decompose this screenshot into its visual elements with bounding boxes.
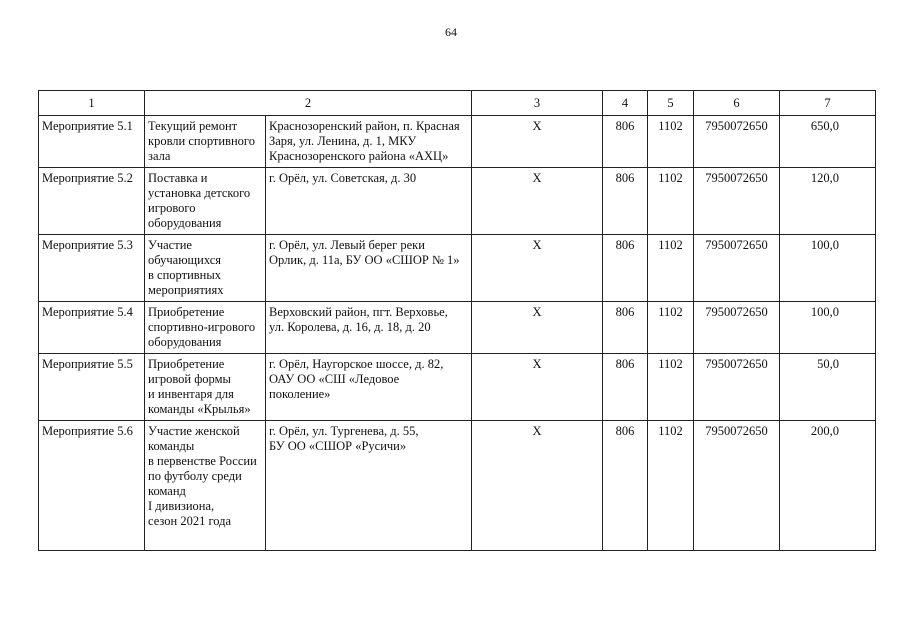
event-name-cell: Приобретение спортивно-игрового оборудования <box>145 302 266 354</box>
event-name-cell: Приобретение игровой формы и инвентаря для команды «Крылья» <box>145 354 266 421</box>
event-name-cell: Участие женской команды в первенстве России по футболу среди команд I дивизиона, сезон 2021 года <box>145 421 266 551</box>
address-cell: г. Орёл, ул. Тургенева, д. 55, БУ ОО «СШОР «Русичи» <box>266 421 472 551</box>
col5-cell: 1102 <box>648 302 694 354</box>
col6-cell: 7950072650 <box>694 421 780 551</box>
col6-cell: 7950072650 <box>694 168 780 235</box>
column-header-3: 3 <box>472 91 603 116</box>
col4-cell: 806 <box>603 116 648 168</box>
amount-cell: 50,0 <box>780 354 876 421</box>
col6-cell: 7950072650 <box>694 116 780 168</box>
col3-cell: Х <box>472 116 603 168</box>
table-row <box>39 235 876 302</box>
column-header-6: 6 <box>694 91 780 116</box>
column-header-1: 1 <box>39 91 145 116</box>
table-row <box>39 354 876 421</box>
event-cell: Мероприятие 5.5 <box>39 354 145 421</box>
page-number: 64 <box>445 25 457 39</box>
col6-cell: 7950072650 <box>694 302 780 354</box>
col4-cell: 806 <box>603 302 648 354</box>
event-name-cell: Поставка и установка детского игрового оборудования <box>145 168 266 235</box>
col3-cell: Х <box>472 354 603 421</box>
address-cell: г. Орёл, ул. Левый берег реки Орлик, д. 11а, БУ ОО «СШОР № 1» <box>266 235 472 302</box>
col6-cell: 7950072650 <box>694 235 780 302</box>
col5-cell: 1102 <box>648 354 694 421</box>
address-cell: г. Орёл, ул. Советская, д. 30 <box>266 168 472 235</box>
col3-cell: Х <box>472 302 603 354</box>
col5-cell: 1102 <box>648 168 694 235</box>
col3-cell: Х <box>472 235 603 302</box>
col5-cell: 1102 <box>648 116 694 168</box>
event-name-cell: Участие обучающихся в спортивных мероприятиях <box>145 235 266 302</box>
table-row <box>39 116 876 168</box>
col5-cell: 1102 <box>648 235 694 302</box>
budget-table <box>38 90 876 551</box>
event-cell: Мероприятие 5.1 <box>39 116 145 168</box>
amount-cell: 200,0 <box>780 421 876 551</box>
column-header-5: 5 <box>648 91 694 116</box>
amount-cell: 650,0 <box>780 116 876 168</box>
column-header-2: 2 <box>145 91 472 116</box>
event-name-cell: Текущий ремонт кровли спортивного зала <box>145 116 266 168</box>
col6-cell: 7950072650 <box>694 354 780 421</box>
col3-cell: Х <box>472 168 603 235</box>
col4-cell: 806 <box>603 168 648 235</box>
event-cell: Мероприятие 5.6 <box>39 421 145 551</box>
amount-cell: 120,0 <box>780 168 876 235</box>
col4-cell: 806 <box>603 421 648 551</box>
event-cell: Мероприятие 5.2 <box>39 168 145 235</box>
header-row <box>39 91 876 116</box>
amount-cell: 100,0 <box>780 302 876 354</box>
table-row <box>39 421 876 551</box>
col4-cell: 806 <box>603 354 648 421</box>
table-row <box>39 168 876 235</box>
column-header-7: 7 <box>780 91 876 116</box>
column-header-4: 4 <box>603 91 648 116</box>
address-cell: г. Орёл, Наугорское шоссе, д. 82, ОАУ ОО «СШ «Ледовое поколение» <box>266 354 472 421</box>
table-row <box>39 302 876 354</box>
col4-cell: 806 <box>603 235 648 302</box>
address-cell: Краснозоренский район, п. Красная Заря, ул. Ленина, д. 1, МКУ Краснозоренского района «АХЦ» <box>266 116 472 168</box>
event-cell: Мероприятие 5.4 <box>39 302 145 354</box>
col3-cell: Х <box>472 421 603 551</box>
event-cell: Мероприятие 5.3 <box>39 235 145 302</box>
col5-cell: 1102 <box>648 421 694 551</box>
address-cell: Верховский район, пгт. Верховье, ул. Королева, д. 16, д. 18, д. 20 <box>266 302 472 354</box>
amount-cell: 100,0 <box>780 235 876 302</box>
